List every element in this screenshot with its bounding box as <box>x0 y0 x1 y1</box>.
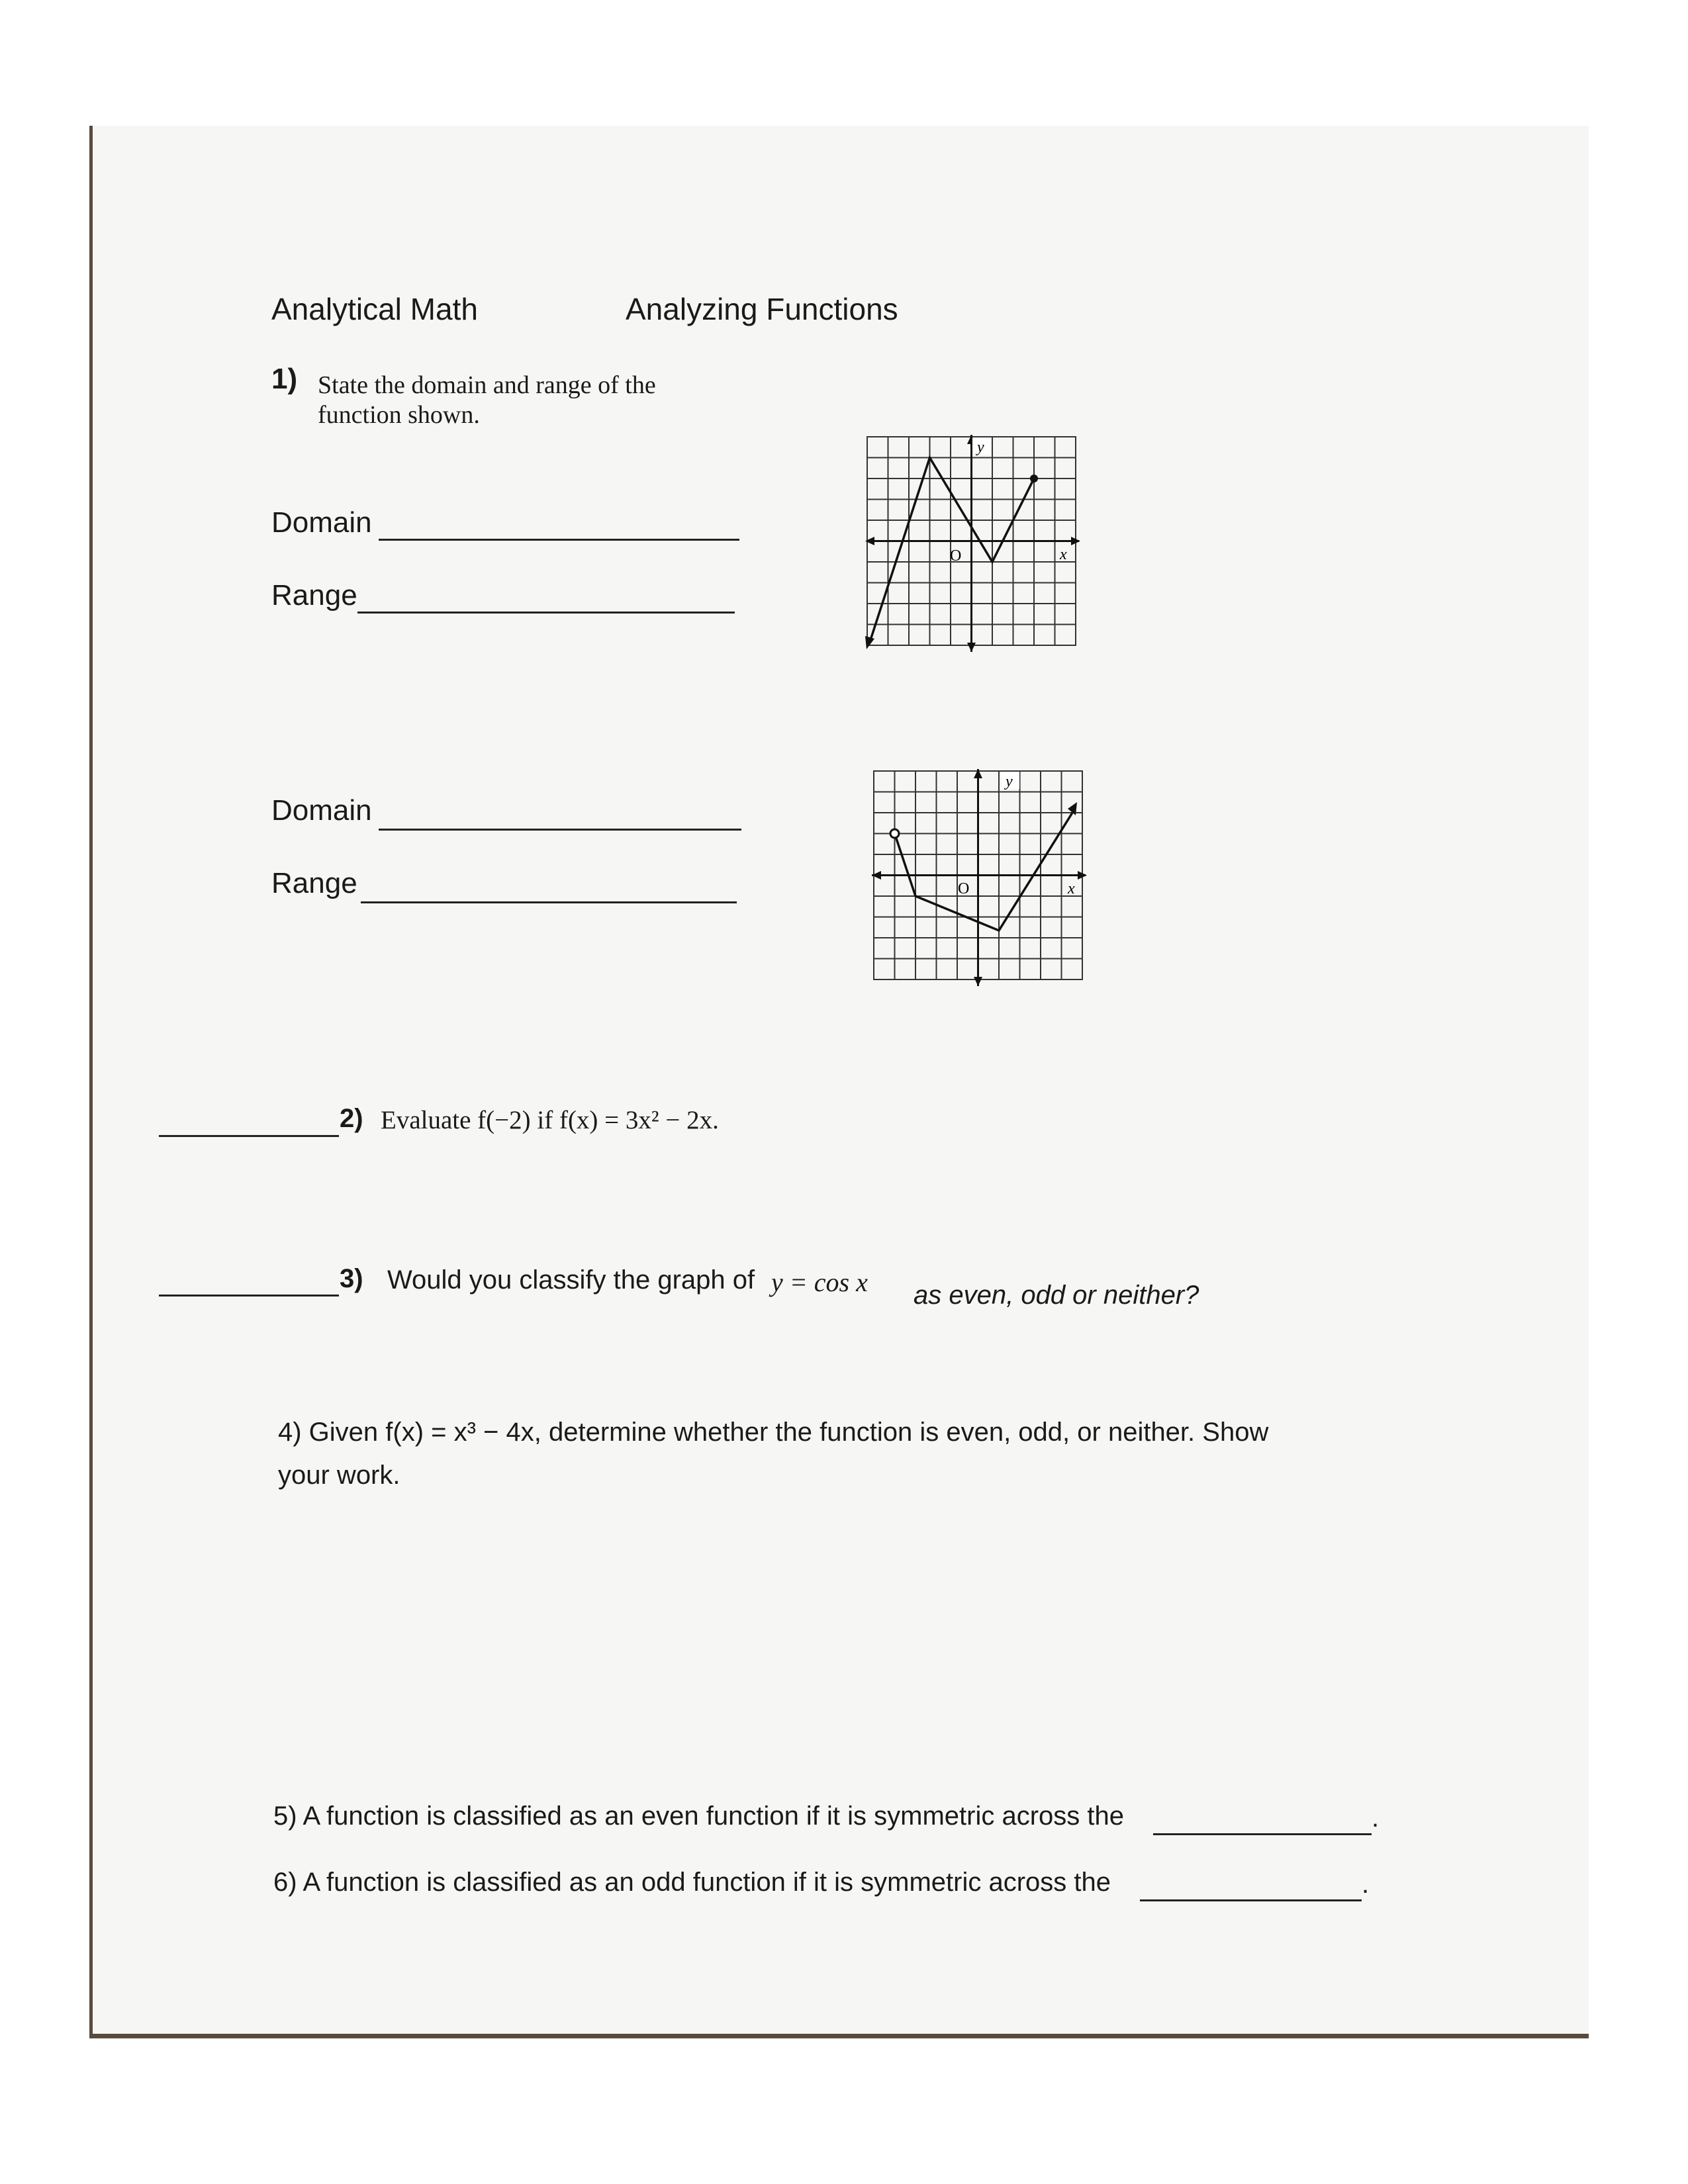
range-answer-line-a[interactable] <box>357 612 735 614</box>
q6-answer-line[interactable] <box>1140 1899 1362 1901</box>
q5-period: . <box>1372 1803 1380 1833</box>
domain-answer-line-b[interactable] <box>379 829 741 831</box>
q5-prompt: 5) A function is classified as an even function if it is symmetric across the <box>273 1801 1124 1831</box>
q3-formula: y = cos x <box>771 1267 868 1297</box>
graph-b-open-endpoint <box>890 829 899 838</box>
graph-b <box>870 768 1089 989</box>
graph-b-axes <box>872 769 1086 986</box>
graph-a-axes <box>867 435 1079 652</box>
range-answer-line-b[interactable] <box>361 901 737 903</box>
graph-b-function-curve <box>895 813 1073 931</box>
q4-prompt-line1: 4) Given f(x) = x³ − 4x, determine whether the function is even, odd, or neither. Show <box>278 1418 1269 1447</box>
q6-prompt: 6) A function is classified as an odd function if it is symmetric across the <box>273 1868 1111 1897</box>
graph-a-closed-endpoint <box>1030 475 1038 482</box>
graph-a-y-label: y <box>977 439 984 456</box>
graph-a <box>864 433 1082 655</box>
range-label-b: Range <box>271 867 357 899</box>
graph-b-y-label: y <box>1006 773 1013 790</box>
graph-b-x-label: x <box>1068 880 1075 897</box>
graph-b-y-arrow-down <box>974 977 982 986</box>
q1-number: 1) <box>271 363 298 395</box>
domain-label-a: Domain <box>271 506 372 539</box>
q2-answer-line[interactable] <box>159 1135 339 1137</box>
q4-prompt-line2: your work. <box>278 1461 400 1490</box>
graph-a-y-arrow-down <box>967 643 976 652</box>
q3-prompt-end: as even, odd or neither? <box>914 1281 1199 1310</box>
q3-answer-line[interactable] <box>159 1295 339 1297</box>
domain-answer-line-a[interactable] <box>379 539 739 541</box>
q5-answer-line[interactable] <box>1153 1833 1372 1835</box>
worksheet-title: Analyzing Functions <box>626 292 898 326</box>
graph-a-curve-arrow <box>865 636 874 649</box>
q6-period: . <box>1362 1870 1370 1899</box>
q2-number: 2) <box>340 1104 363 1133</box>
course-title: Analytical Math <box>271 292 478 326</box>
q2-prompt: Evaluate f(−2) if f(x) = 3x² − 2x. <box>381 1106 719 1134</box>
q1-prompt-line2: function shown. <box>318 401 480 429</box>
domain-label-b: Domain <box>271 794 372 827</box>
worksheet-page <box>89 126 1589 2038</box>
graph-a-origin-label: O <box>950 547 962 565</box>
q1-prompt-line1: State the domain and range of the <box>318 371 656 399</box>
q3-prompt-start: Would you classify the graph of <box>387 1265 755 1295</box>
q3-number: 3) <box>340 1264 363 1293</box>
graph-b-origin-label: O <box>958 880 970 897</box>
range-label-a: Range <box>271 579 357 612</box>
graph-a-x-label: x <box>1060 546 1067 563</box>
